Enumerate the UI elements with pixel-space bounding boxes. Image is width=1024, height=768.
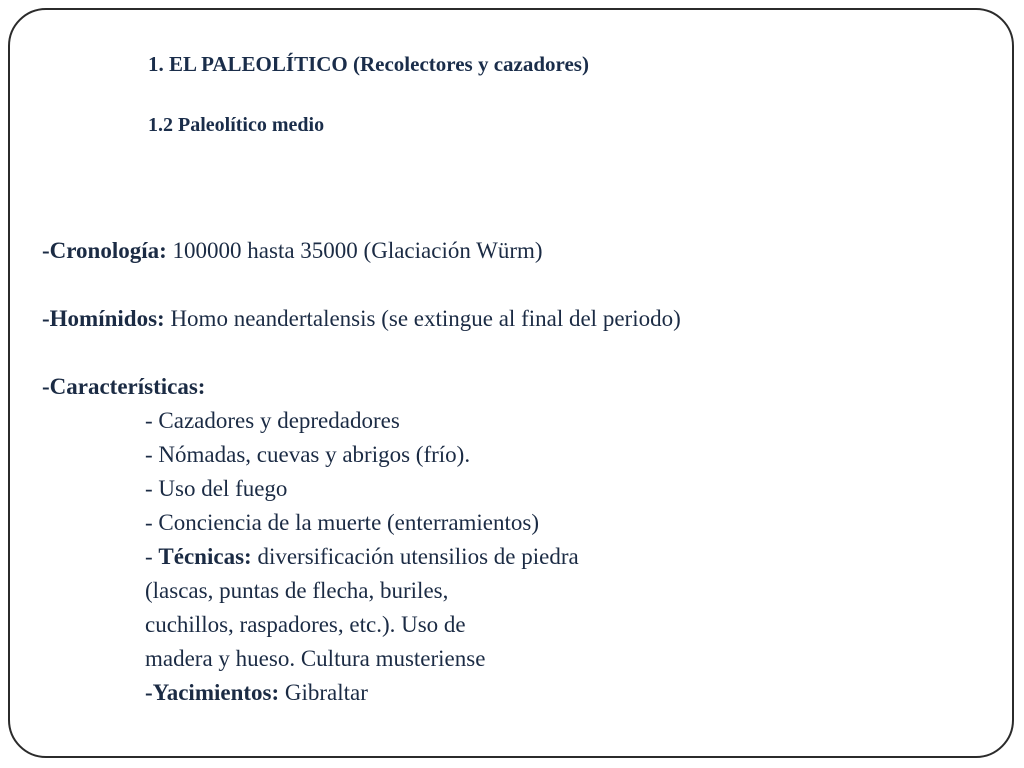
tecnicas-line [145,545,579,568]
caracteristicas-label: -Características: [42,374,206,399]
caracteristica-item: - Nómadas, cuevas y abrigos (frío). [145,442,471,467]
tecnicas-value: diversificación utensilios de piedra [251,544,579,569]
cronologia-value: 100000 hasta 35000 (Glaciación Würm) [166,238,543,263]
yacimientos-value: Gibraltar [279,680,368,705]
slide-title: 1. EL PALEOLÍTICO (Recolectores y cazadores) [148,52,589,76]
hominidos-label: -Homínidos: [42,306,165,331]
yacimientos-line [145,681,368,704]
caracteristica-item: - Cazadores y depredadores [145,408,400,433]
tecnicas-label: Técnicas: [158,544,252,569]
hominidos-value: Homo neandertalensis (se extingue al final del periodo) [164,306,681,331]
hominidos-line [42,307,681,330]
tecnicas-prefix: - [145,544,159,569]
caracteristica-item: - Uso del fuego [145,476,288,501]
yacimientos-label: -Yacimientos: [145,680,280,705]
slide-subtitle: 1.2 Paleolítico medio [148,114,325,136]
tecnicas-continuation: (lascas, puntas de flecha, buriles, [145,578,449,603]
cronologia-line [42,239,543,262]
caracteristica-item: - Conciencia de la muerte (enterramientos) [145,510,540,535]
cronologia-label: -Cronología: [42,238,167,263]
tecnicas-continuation: cuchillos, raspadores, etc.). Uso de [145,612,466,637]
tecnicas-continuation: madera y hueso. Cultura musteriense [145,646,486,671]
